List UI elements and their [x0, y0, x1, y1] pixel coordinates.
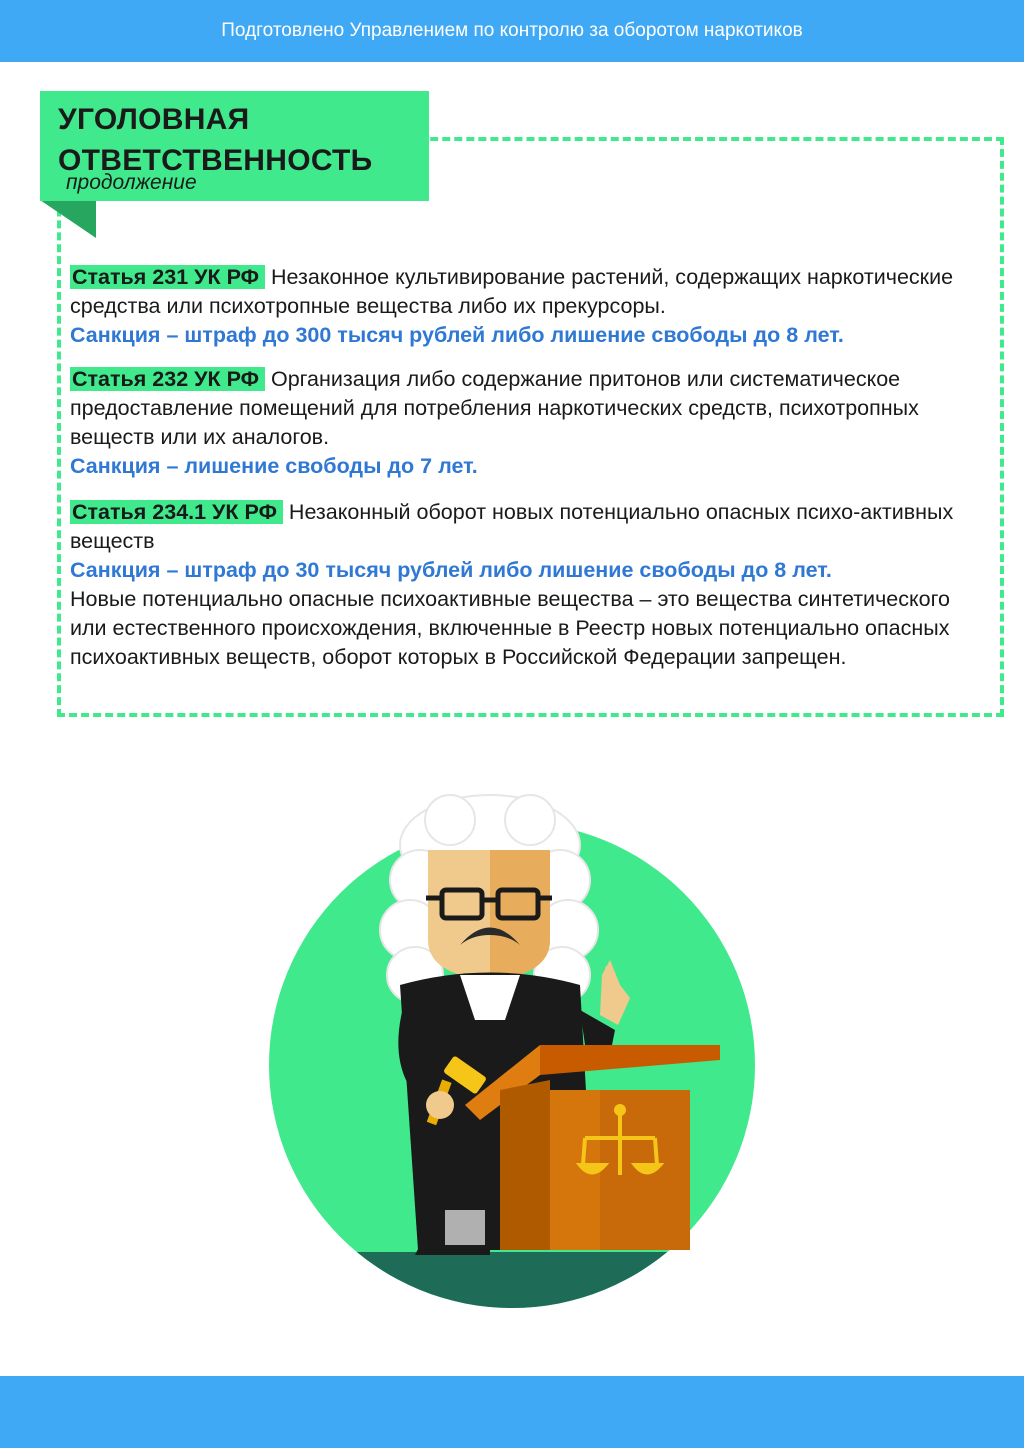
article-sanction: Санкция – штраф до 30 тысяч рублей либо лишение свободы до 8 лет.	[70, 558, 832, 582]
article-sanction: Санкция – штраф до 300 тысяч рублей либо лишение свободы до 8 лет.	[70, 323, 844, 347]
article-text: Незаконный оборот новых потенциально опасных психо-активных веществ	[70, 500, 954, 553]
article-note: Новые потенциально опасные психоактивные вещества – это вещества синтетического или естественного происхождения, включенные в Реестр новых потенциально опасных психоактивных веществ, оборот которых в Российской Федерации запрещен.	[70, 587, 950, 669]
article-label: Статья 234.1 УК РФ	[70, 500, 283, 524]
article-text: Организация либо содержание притонов или систематическое предоставление помещений для потребления наркотических средств, психотропных веществ или их аналогов.	[70, 367, 919, 449]
article-label: Статья 232 УК РФ	[70, 367, 265, 391]
article-text: Незаконное культивирование растений, содержащих наркотические средства или психотропные вещества либо их прекурсоры.	[70, 265, 954, 318]
header-bar	[0, 0, 1024, 62]
page-title-line1: УГОЛОВНАЯ	[58, 103, 250, 136]
article-sanction: Санкция – лишение свободы до 7 лет.	[70, 454, 478, 478]
judge-illustration	[250, 770, 760, 1330]
title-box	[40, 91, 429, 201]
article-234-1	[70, 498, 970, 672]
article-label: Статья 231 УК РФ	[70, 265, 265, 289]
header-text: Подготовлено Управлением по контролю за оборотом наркотиков	[221, 20, 803, 41]
footer-bar	[0, 1376, 1024, 1448]
floor	[250, 1252, 760, 1330]
page-subtitle: продолжение	[66, 171, 197, 194]
article-232	[70, 365, 1000, 481]
article-231	[70, 263, 1000, 350]
page-title-line2: ОТВЕТСТВЕННОСТЬ	[58, 144, 373, 177]
